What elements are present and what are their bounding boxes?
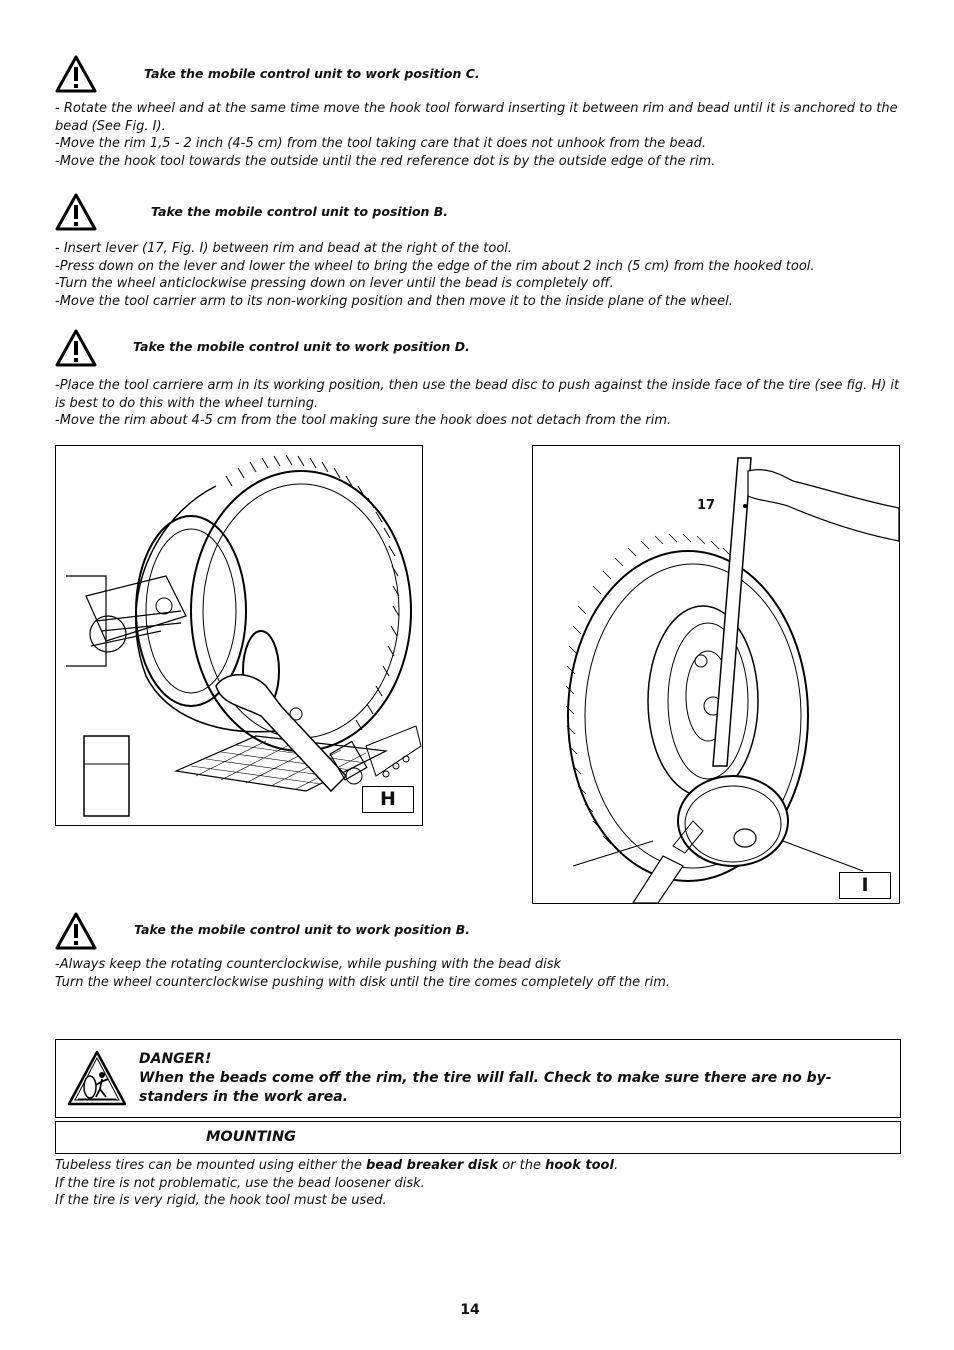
step-instructions-d (55, 377, 905, 430)
step-title-position-d: Take the mobile control unit to work position D. (133, 339, 470, 354)
instruction-line: -Place the tool carriere arm in its working position, then use the bead disc to push against the inside face of the tire (see fig. H) it is best to do this with the wheel turning. (55, 378, 900, 411)
instruction-line: -Move the tool carrier arm to its non-working position and then move it to the inside plane of the wheel. (55, 293, 733, 309)
hook-tool-term: hook tool (545, 1158, 614, 1173)
falling-tire-danger-icon (66, 1049, 128, 1107)
warning-triangle-icon (55, 55, 97, 93)
figure-i-label: I (839, 872, 891, 899)
step-title-position-c: Take the mobile control unit to work position C. (144, 66, 480, 81)
warning-triangle-icon (55, 329, 97, 367)
danger-message: When the beads come off the rim, the tire will fall. Check to make sure there are no by-standers in the work area. (139, 1070, 832, 1105)
instruction-line: -Move the hook tool towards the outside until the red reference dot is by the outside edge of the rim. (55, 153, 716, 169)
instruction-line: -Press down on the lever and lower the wheel to bring the edge of the rim about 2 inch (5 cm) from the hooked tool. (55, 258, 815, 274)
instruction-line: -Turn the wheel anticlockwise pressing down on lever until the bead is completely off. (55, 276, 614, 291)
bead-breaker-disk-term: bead breaker disk (365, 1158, 499, 1173)
mounting-text: Tubeless tires can be mounted using either the (55, 1158, 366, 1173)
mounting-header-box (55, 1121, 901, 1154)
instruction-line: Turn the wheel counterclockwise pushing with disk until the tire comes completely off the rim. (55, 974, 671, 990)
instruction-line: -Move the rim 1,5 - 2 inch (4-5 cm) from the tool taking care that it does not unhook from the bead. (55, 136, 706, 151)
bead-disc-illustration (56, 446, 422, 825)
mounting-line: If the tire is very rigid, the hook tool must be used. (55, 1193, 387, 1208)
mounting-title: MOUNTING (206, 1129, 296, 1145)
mounting-text: or the (498, 1158, 546, 1173)
instruction-line: -Move the rim about 4-5 cm from the tool making sure the hook does not detach from the rim. (55, 413, 672, 428)
warning-triangle-icon (55, 193, 97, 231)
step-title-position-b-final: Take the mobile control unit to work position B. (134, 922, 471, 937)
step-instructions-c (55, 100, 905, 170)
step-instructions-b-final (55, 956, 905, 991)
instruction-line: - Insert lever (17, Fig. I) between rim and bead at the right of the tool. (55, 241, 513, 256)
mounting-line: If the tire is not problematic, use the bead loosener disk. (55, 1175, 425, 1191)
instruction-line: -Always keep the rotating counterclockwise, while pushing with the bead disk (55, 957, 562, 972)
danger-heading: DANGER! (139, 1051, 212, 1067)
figure-h-label: H (362, 786, 414, 813)
warning-triangle-icon (55, 912, 97, 950)
step-title-position-b: Take the mobile control unit to position B. (151, 204, 449, 219)
mounting-line (55, 1157, 905, 1175)
page-number: 14 (460, 1302, 480, 1318)
danger-notice-box (55, 1039, 901, 1118)
figure-h (55, 445, 423, 826)
instruction-line: - Rotate the wheel and at the same time move the hook tool forward inserting it between rim and bead until it is anchored to the bead (See Fig. I). (55, 101, 898, 134)
step-instructions-b (55, 240, 905, 310)
mounting-text: . (613, 1158, 619, 1173)
lever-callout-number: 17 (697, 498, 716, 513)
mounting-instructions (55, 1157, 905, 1210)
figure-i (532, 445, 900, 904)
danger-text (139, 1050, 894, 1107)
lever-illustration (533, 446, 899, 903)
